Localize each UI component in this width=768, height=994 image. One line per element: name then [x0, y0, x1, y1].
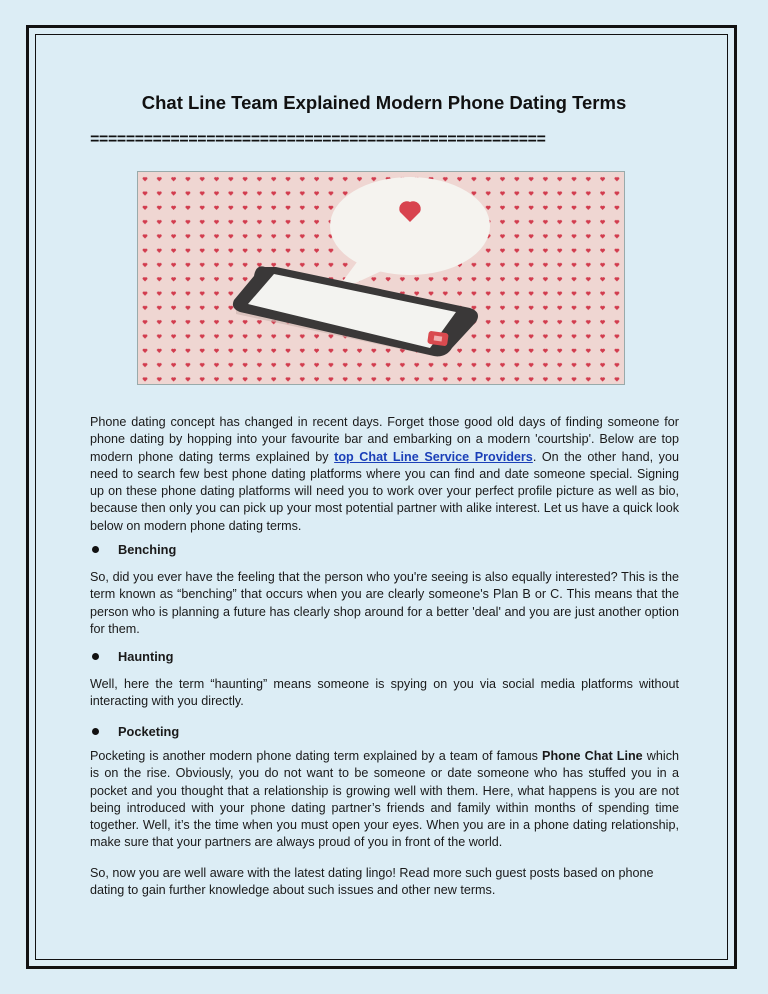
- closing-paragraph: So, now you are well aware with the latest dating lingo! Read more such guest posts based on phone dating to gain further knowledge about such issues and other new terms.: [90, 866, 654, 898]
- phone-chat-line-emphasis: Phone Chat Line: [542, 749, 643, 763]
- bullet-haunting: [92, 647, 173, 665]
- bullet-pocketing: [92, 722, 179, 740]
- pocketing-text-end: which is on the rise. Obviously, you do not want to be someone or date someone who has stuffed you in a pocket and you thought that a relationship is growing well with them. Here, what happens is you are not being introduced with your phone dating partner’s friends and family within months of spending time together. Well, it’s the time when you must open your eyes. When you are in a phone dating relationship, make sure that your partners are always proud of you in front of the world.: [90, 749, 679, 850]
- bullet-dot-icon: [92, 546, 99, 553]
- pocketing-heading: Pocketing: [118, 723, 180, 739]
- benching-paragraph: So, did you ever have the feeling that the person who you're seeing is also equally interested? This is the term known as “benching” that occurs when you are clearly someone's Plan B or C. This means that the person who is planning a future has clearly shop around for a better 'deal' and you are just another option for them.: [90, 570, 679, 636]
- pocketing-paragraph: [90, 748, 679, 852]
- title-separator: ===================================================: [90, 131, 546, 149]
- benching-heading: Benching: [118, 541, 177, 557]
- bullet-dot-icon: [92, 728, 99, 735]
- chat-line-providers-link[interactable]: top Chat Line Service Providers: [334, 449, 533, 464]
- intro-text-end: . On the other hand, you need to search few best phone dating platforms where you can find and date someone special. Signing up on these phone dating platforms will need you to work over your perfect profile picture as well as bio, because then only you can pick up your most potential partner with alike interest. Let us have a quick look below on modern phone dating terms.: [90, 449, 679, 533]
- document-title: Chat Line Team Explained Modern Phone Dating Terms: [141, 92, 627, 113]
- bullet-dot-icon: [92, 653, 99, 660]
- haunting-heading: Haunting: [118, 648, 174, 664]
- bullet-benching: [92, 540, 176, 558]
- pocketing-text-start: Pocketing is another modern phone dating term explained by a team of famous: [90, 749, 543, 763]
- intro-paragraph: [90, 414, 679, 535]
- intro-text-start: Phone dating concept has changed in recent days. Forget those good old days of finding someone for phone dating by hopping into your favourite bar and embarking on a modern 'courtship'. Below are top modern phone dating terms explained by: [90, 415, 679, 464]
- phone-heart-illustration-icon: [138, 172, 625, 385]
- hero-image: [137, 171, 625, 385]
- haunting-paragraph: Well, here the term “haunting” means someone is spying on you via social media platforms without interacting with you directly.: [90, 677, 679, 709]
